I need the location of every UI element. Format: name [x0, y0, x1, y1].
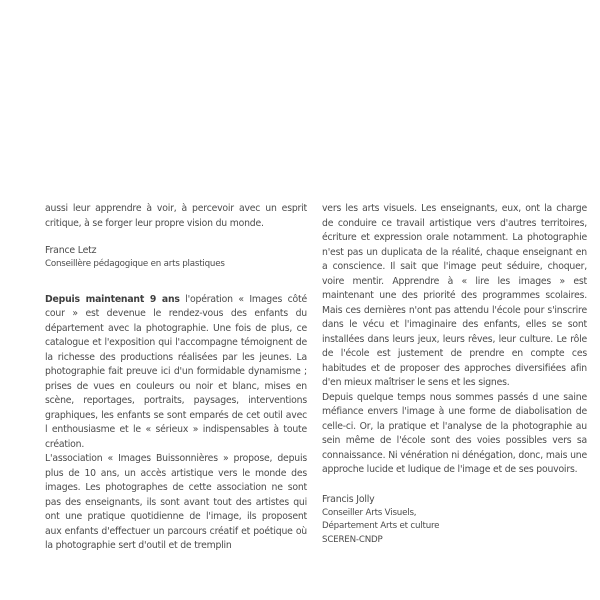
paragraph-mefiance: Depuis quelque temps nous sommes passés d une saine méfiance envers l'image à une forme de diabolisation de celle-ci. Or, la pratique et l'analyse de la photographie au sein même de l'école sont des voies possibles vers sa connaissance. Ni vénération ni dénégation, donc, mais une approche lucide et ludique de l'image et de ses pouvoirs. — [322, 391, 587, 475]
signature-role: Conseiller Arts Visuels, — [322, 507, 417, 518]
left-column — [45, 202, 307, 554]
paragraph-bold-lead: Depuis maintenant 9 ans — [45, 293, 180, 305]
paragraph-enseignants: vers les arts visuels. Les enseignants, eux, ont la charge de conduire ce travail artistique vers d'autres territoires, écriture et expression orale notamment. La photographie n'est pas un duplicata de la réalité, chaque enseignant en a conscience. Il sait que l'image peut séduire, choquer, voire mentir. Apprendre à « lire les images » est maintenant une des priorité des programmes scolaires. Mais ces dernières n'ont pas attendu l'école pour s'inscrire dans le vécu et l'imaginaire des enfants, elles se sont installées dans leurs jeux, leurs rêves, leur culture. Le rôle de l'école est justement de prendre en compte ces habitudes et de proposer des approches diversifiées afin d'en mieux maîtriser le sens et les signes. — [322, 203, 587, 388]
signature-name: Francis Jolly — [322, 493, 375, 505]
paragraph-images-cote-cour — [45, 293, 307, 453]
signature-title: Conseillère pédagogique en arts plastiques — [45, 259, 225, 269]
signature-france-letz — [45, 244, 307, 272]
signature-francis-jolly — [322, 493, 587, 548]
paragraph-body-text: l'opération « Images côté cour » est devenue le rendez-vous des enfants du département avec la photographie. Une fois de plus, ce catalogue et l'exposition qui l'accompagne témoignent de la richesse des productions réalisées par les jeunes. La photographie fait preuve ici d'un formidable dynamisme ; prises de vues en couleurs ou noir et blanc, mises en scène, reportages, portraits, paysages, interventions graphiques, les enfants se sont emparés de cet outil avec l enthousiasme et le « sérieux » indispensables à toute création. — [45, 293, 307, 450]
signature-department: Département Arts et culture — [322, 521, 440, 531]
signature-name: France Letz — [45, 245, 97, 256]
signature-organization: SCEREN-CNDP — [322, 534, 383, 545]
paragraph-association: L'association « Images Buissonnières » propose, depuis plus de 10 ans, un accès artistique vers le monde des images. Les photographes de cette association ne sont pas des enseignants, ils sont avant tout des artistes qui ont une pratique quotidienne de l'image, ils proposent aux enfants d'effectuer un parcours créatif et poétique où la photographie sert d'outil et de tremplin — [45, 453, 307, 551]
right-column — [322, 202, 587, 547]
intro-continuation-text: aussi leur apprendre à voir, à percevoir avec un esprit critique, à se forger leur propre vision du monde. — [45, 203, 307, 229]
